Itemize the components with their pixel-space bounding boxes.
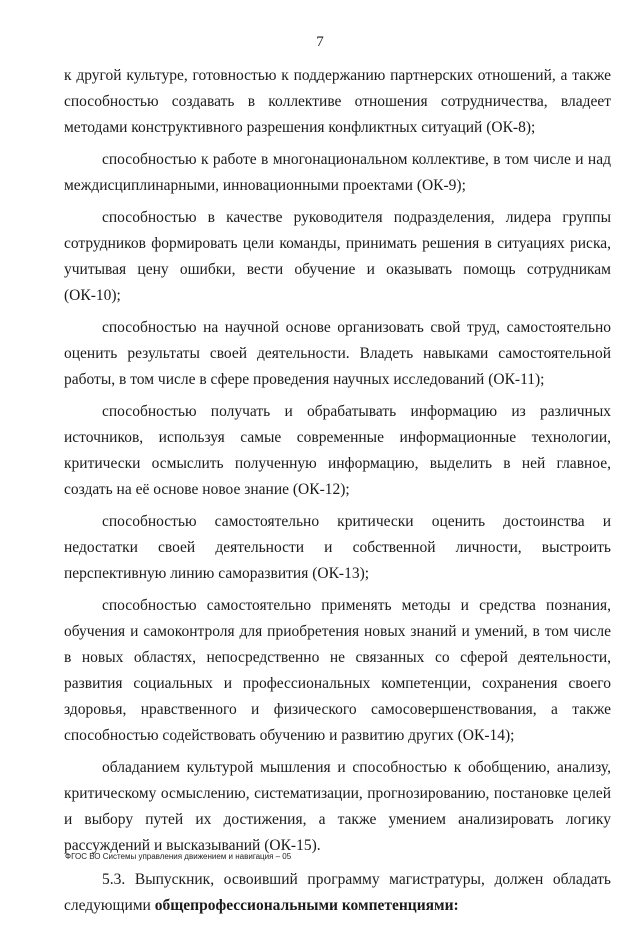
paragraph-ok-9: способностью к работе в многонациональном коллективе, в том числе и над междисциплинарными, инновационными проектами (ОК-9);: [64, 151, 611, 194]
paragraph-ok-15: обладанием культурой мышления и способностью к обобщению, анализу, критическому осмыслению, систематизации, прогнозированию, постановке целей и выбору путей их достижения, а также умением анализировать логику рассуждений и высказываний (ОК-15).: [64, 759, 611, 854]
paragraph-ok-11: способностью на научной основе организовать свой труд, самостоятельно оценить результаты своей деятельности. Владеть навыками самостоятельной работы, в том числе в сфере проведения научных исследований (ОК-11);: [64, 319, 611, 388]
paragraph-ok-13: способностью самостоятельно критически оценить достоинства и недостатки своей деятельности и собственной личности, выстроить перспективную линию саморазвития (ОК-13);: [64, 513, 611, 582]
paragraph-ok-12: способностью получать и обрабатывать информацию из различных источников, используя самые современные информационные технологии, критически осмыслить полученную информацию, выделить в ней главное, создать на её основе новое знание (ОК-12);: [64, 403, 611, 498]
section-5-3-bold: общепрофессиональными компетенциями:: [154, 897, 459, 914]
paragraph-ok-14: способностью самостоятельно применять методы и средства познания, обучения и самоконтроля для приобретения новых знаний и умений, в том числе в новых областях, непосредственно не связанных со сферой деятельности, развития социальных и профессиональных компетенции, сохранения своего здоровья, нравственного и физического самосовершенствования, а также способностью содействовать обучению и развитию других (ОК-14);: [64, 597, 611, 744]
paragraph-ok-10: способностью в качестве руководителя подразделения, лидера группы сотрудников формировать цели команды, принимать решения в ситуациях риска, учитывая цену ошибки, вести обучение и оказывать помощь сотрудникам (ОК-10);: [64, 209, 611, 304]
page-number: 7: [316, 34, 324, 50]
section-5-3-paragraph: [64, 867, 611, 919]
paragraph-ok-8: к другой культуре, готовностью к поддержанию партнерских отношений, а также способностью создавать в коллективе отношения сотрудничества, владеет методами конструктивного разрешения конфликтных ситуаций (ОК-8);: [64, 67, 611, 136]
section-5-3-intro: 5.3. Выпускник, освоивший программу магистратуры, должен обладать следующими: [64, 871, 611, 914]
page-footer: ФГОС ВО Системы управления движением и навигация – 05: [65, 852, 292, 861]
document-body: [64, 63, 611, 925]
